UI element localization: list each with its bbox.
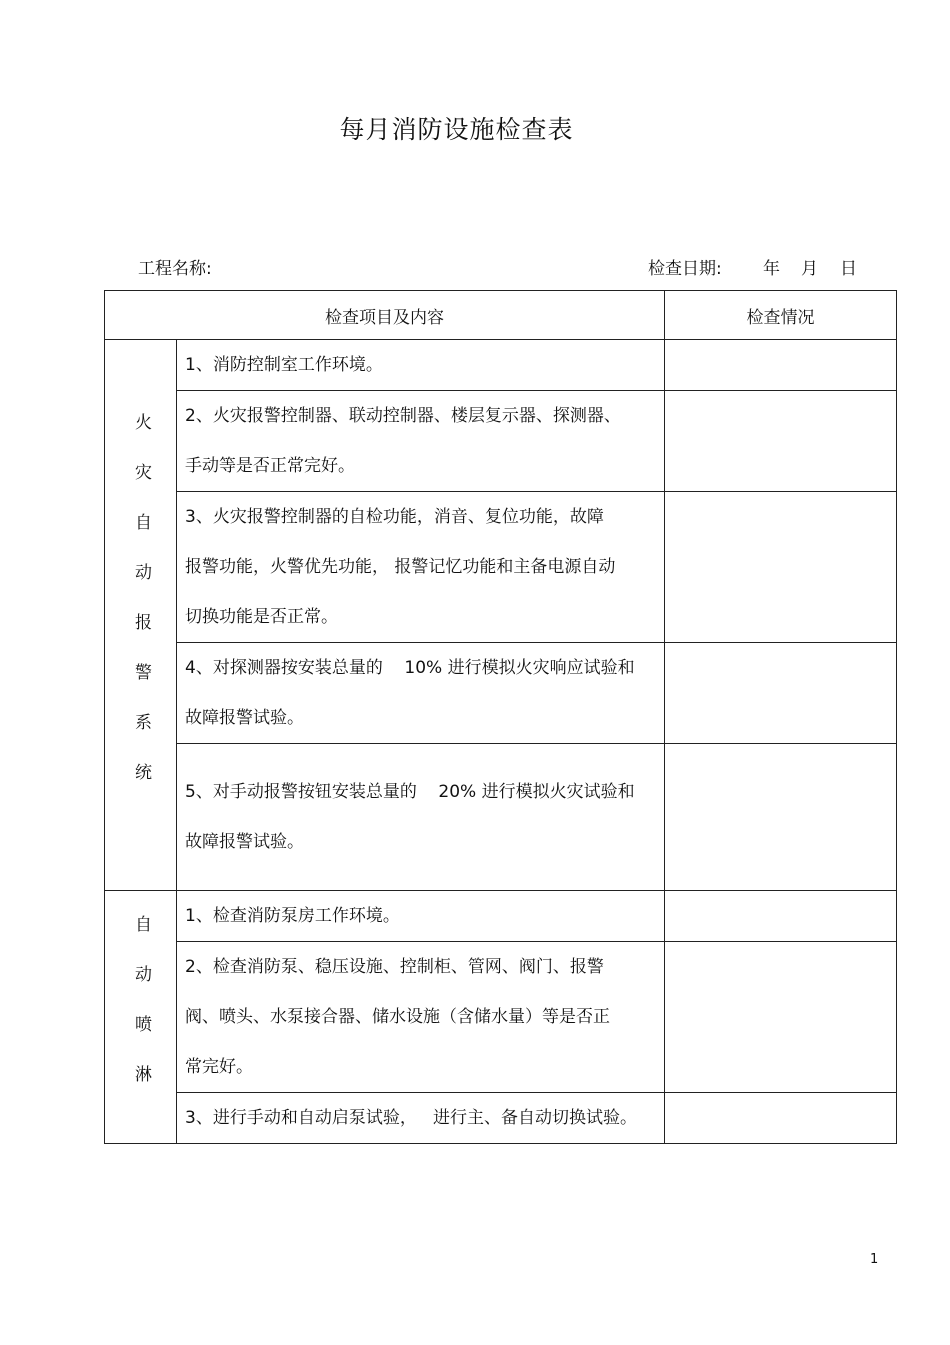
item-cell bbox=[177, 891, 665, 942]
item-text: 1、消防控制室工作环境。 bbox=[185, 355, 383, 375]
result-cell[interactable] bbox=[665, 340, 897, 391]
result-cell[interactable] bbox=[665, 391, 897, 492]
inspection-date-label: 检查日期: bbox=[648, 259, 722, 279]
item-cell bbox=[177, 492, 665, 643]
item-text: 2、检查消防泵、稳压设施、控制柜、管网、阀门、报警 阀、喷头、水泵接合器、储水设施（含储水量）等是否正 常完好。 bbox=[185, 957, 610, 1077]
table-row bbox=[105, 643, 897, 744]
result-cell[interactable] bbox=[665, 744, 897, 891]
item-text: 2、火灾报警控制器、联动控制器、楼层复示器、探测器、 手动等是否正常完好。 bbox=[185, 406, 621, 476]
table-row bbox=[105, 891, 897, 942]
date-month-label: 月 bbox=[801, 259, 818, 279]
project-name-label: 工程名称: bbox=[138, 259, 212, 279]
system-label: 自动喷淋 bbox=[131, 914, 151, 1115]
item-text: 5、对手动报警按钮安装总量的 20% 进行模拟火灾试验和 故障报警试验。 bbox=[185, 782, 635, 852]
inspection-table bbox=[104, 290, 897, 1144]
item-cell bbox=[177, 643, 665, 744]
item-cell bbox=[177, 1093, 665, 1144]
item-cell bbox=[177, 744, 665, 891]
page-title: 每月消防设施检查表 bbox=[339, 115, 574, 144]
result-cell[interactable] bbox=[665, 942, 897, 1093]
column-header-item: 检查项目及内容 bbox=[105, 291, 665, 340]
item-text: 1、检查消防泵房工作环境。 bbox=[185, 906, 400, 926]
item-cell bbox=[177, 942, 665, 1093]
table-row bbox=[105, 492, 897, 643]
result-cell[interactable] bbox=[665, 1093, 897, 1144]
item-text: 3、火灾报警控制器的自检功能，消音、复位功能，故障 报警功能，火警优先功能， 报警记忆功能和主备电源自动 切换功能是否正常。 bbox=[185, 507, 616, 627]
result-cell[interactable] bbox=[665, 643, 897, 744]
item-cell bbox=[177, 340, 665, 391]
table-row bbox=[105, 744, 897, 891]
item-cell bbox=[177, 391, 665, 492]
result-cell[interactable] bbox=[665, 891, 897, 942]
column-header-result: 检查情况 bbox=[665, 291, 897, 340]
date-year-label: 年 bbox=[763, 259, 780, 279]
table-header-row bbox=[105, 291, 897, 340]
table-row bbox=[105, 391, 897, 492]
system-cell bbox=[105, 891, 177, 1144]
item-text: 4、对探测器按安装总量的 10% 进行模拟火灾响应试验和 故障报警试验。 bbox=[185, 658, 635, 728]
table-row bbox=[105, 340, 897, 391]
page-number: 1 bbox=[870, 1252, 879, 1267]
item-text: 3、进行手动和自动启泵试验， 进行主、备自动切换试验。 bbox=[185, 1108, 638, 1128]
result-cell[interactable] bbox=[665, 492, 897, 643]
system-cell bbox=[105, 340, 177, 891]
system-label: 火灾自动报警系统 bbox=[131, 412, 151, 813]
date-day-label: 日 bbox=[840, 259, 857, 279]
table-row bbox=[105, 942, 897, 1093]
table-row bbox=[105, 1093, 897, 1144]
